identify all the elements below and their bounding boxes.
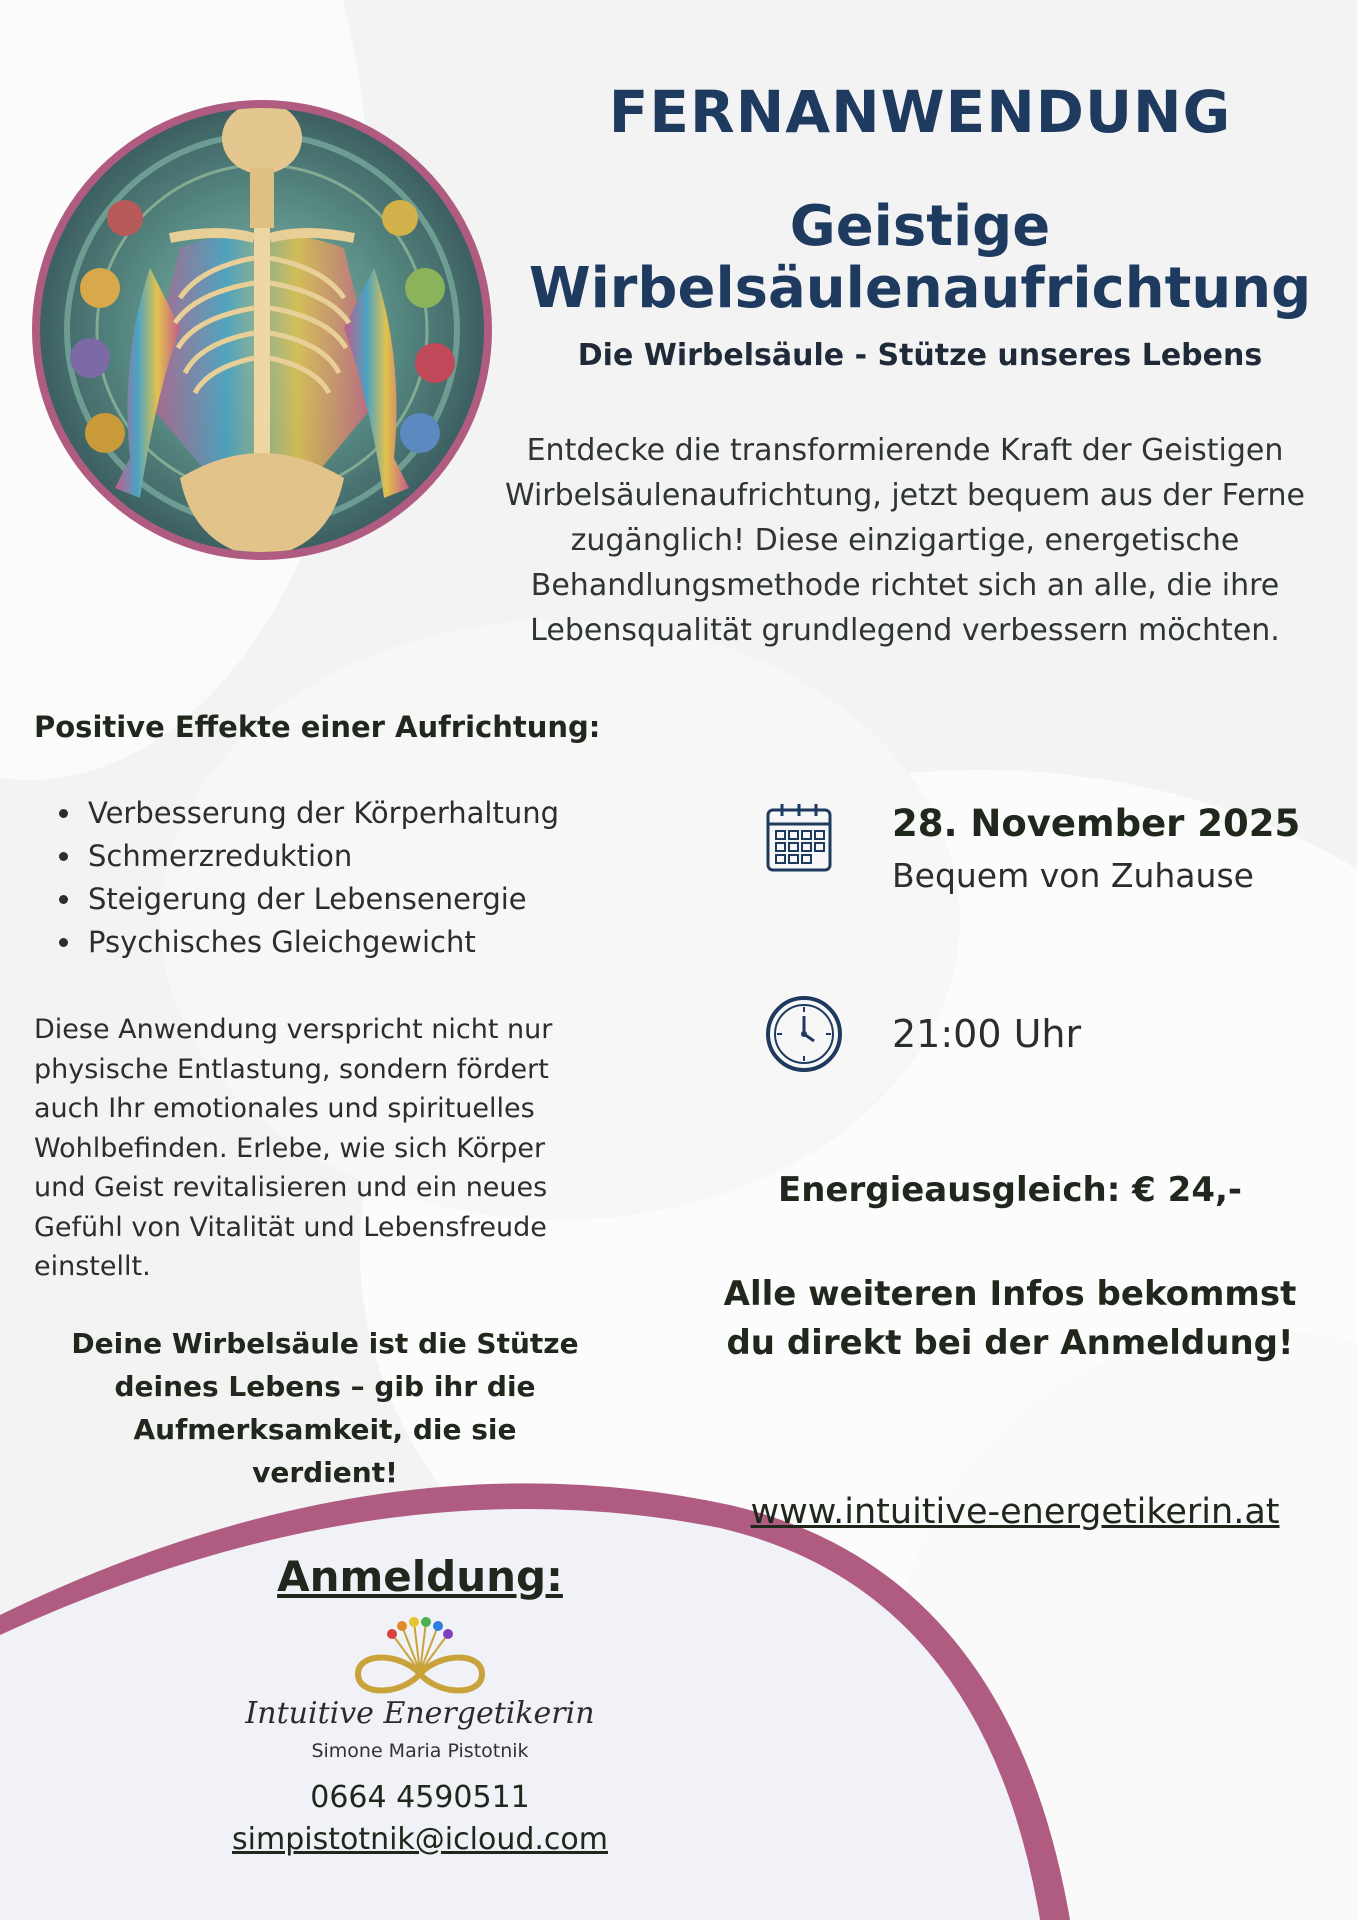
page-kicker: FERNANWENDUNG bbox=[608, 78, 1232, 146]
intro-text: Entdecke die transformierende Kraft der Geistigen Wirbelsäulenaufrichtung, jetzt bequem aus der Ferne zugänglich! Diese einzigartige, energetische Behandlungsmethode richtet sich an alle, die ihre Lebensqualität grundlegend verbessern möchten. bbox=[504, 433, 1306, 648]
claim-text: Deine Wirbelsäule ist die Stütze deines Lebens – gib ihr die Aufmerksamkeit, die sie verdient! bbox=[71, 1327, 579, 1489]
website-link[interactable]: www.intuitive-energetikerin.at bbox=[750, 1492, 1280, 1532]
calendar-icon bbox=[762, 798, 842, 878]
price-text: Energieausgleich: € 24,- bbox=[777, 1170, 1243, 1210]
event-date: 28. November 2025 bbox=[892, 802, 1301, 845]
benefit-item: • Verbesserung der Körperhaltung bbox=[84, 792, 559, 835]
infinity-logo-icon bbox=[330, 1612, 510, 1702]
event-time: 21:00 Uhr bbox=[892, 1012, 1082, 1056]
benefit-item: • Psychisches Gleichgewicht bbox=[84, 921, 559, 964]
owner-name: Simone Maria Pistotnik bbox=[311, 1740, 529, 1762]
clock-icon bbox=[764, 994, 844, 1074]
benefit-item: • Schmerzreduktion bbox=[84, 835, 559, 878]
event-place: Bequem von Zuhause bbox=[892, 856, 1254, 895]
brand-name: Intuitive Energetikerin bbox=[245, 1696, 595, 1731]
benefit-item: • Steigerung der Lebensenergie bbox=[84, 878, 559, 921]
spine-illustration bbox=[30, 98, 494, 562]
benefits-heading: Positive Effekte einer Aufrichtung: bbox=[34, 710, 601, 744]
tagline: Die Wirbelsäule - Stütze unseres Lebens bbox=[577, 338, 1263, 373]
email-link[interactable]: simpistotnik@icloud.com bbox=[232, 1822, 608, 1857]
more-info-text: Alle weiteren Infos bekommst du direkt bei der Anmeldung! bbox=[723, 1274, 1297, 1363]
page-title: Geistige Wirbelsäulenaufrichtung bbox=[528, 194, 1312, 321]
registration-heading: Anmeldung: bbox=[277, 1552, 563, 1601]
benefits-list bbox=[44, 792, 559, 964]
body-paragraph: Diese Anwendung verspricht nicht nur physische Entlastung, sondern fördert auch Ihr emotionales und spirituelles Wohlbefinden. Erlebe, wie sich Körper und Geist revitalisieren und ein neues Gefühl von Vitalität und Lebensfreude einstellt. bbox=[34, 1014, 553, 1282]
phone-number[interactable]: 0664 4590511 bbox=[310, 1780, 530, 1815]
